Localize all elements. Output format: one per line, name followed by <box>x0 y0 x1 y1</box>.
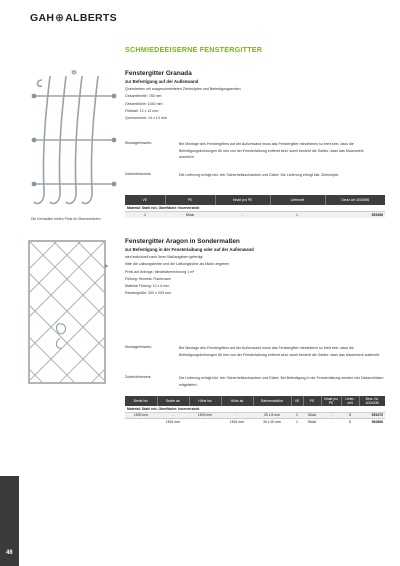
product2-accessory-label: Zubehörhinweis: <box>125 375 152 379</box>
col-header: PE <box>303 396 321 406</box>
article-number: 553456 <box>325 211 385 218</box>
cell: 1500 mm <box>125 412 157 419</box>
product1-specs <box>125 86 241 122</box>
article-number: 560868 <box>359 419 385 426</box>
col-header: PE <box>165 195 215 205</box>
article-number: 553470 <box>359 412 385 419</box>
brand-logo <box>30 12 117 24</box>
product2-mounting-text: Bei Montage des Fenstergitters auf der Außenwand muss das Fenstergitter mindestens so breit sein, dass die Befestigungsbohrungen 80 mm von der Fensterlaibung entfernt sind; somit besteht die Gefahr, dass das Mauerwerk ausbricht. <box>179 346 381 357</box>
aragon-grille-image <box>26 238 108 386</box>
logo-left: GAH <box>30 12 55 24</box>
cell: - <box>321 412 341 419</box>
logo-right: ALBERTS <box>65 12 117 24</box>
cell: - <box>125 419 157 426</box>
table-note: Material: Stahl roh, Oberfläche: feuerverzinkt <box>127 406 200 411</box>
cell: 30 x 20 mm <box>253 419 291 426</box>
spec-line: Material Füllung: 12 x 6 mm <box>125 284 170 289</box>
spec-line: Preis auf Anfrage, Mindestberechnung 1 m² <box>125 269 195 274</box>
product1-accessory-label: Zubehörhinweis: <box>125 172 152 176</box>
cell: - <box>321 419 341 426</box>
cell: Stück <box>165 211 215 218</box>
table-header-row <box>125 396 385 406</box>
cell: 1501 mm <box>157 419 189 426</box>
cell: 1 <box>291 419 303 426</box>
col-header: Rahmenstärke <box>253 396 291 406</box>
col-header: Inhalt pro PE <box>215 195 270 205</box>
spec-line: Querrosenne: 14 x 14 mm <box>125 116 167 121</box>
col-header: Höhe bis <box>189 396 221 406</box>
cell: 20 x 8 mm <box>253 412 291 419</box>
cell: L <box>270 211 325 218</box>
cell: Stück <box>303 419 321 426</box>
product2-title: Fenstergitter Aragon in Sondermaßen <box>125 238 240 245</box>
cell: S <box>341 419 359 426</box>
cell: - <box>215 211 270 218</box>
product1-mounting-text: Bei Montage des Fenstergitters auf der Außenwand muss das Fenstergitter mindestens so breit sein, dass die Befestigungsbohrungen 80 mm von der Fensterlaibung entfernt sind; somit besteht die Gefahr, dass das Mauerwerk ausbricht. <box>179 142 364 160</box>
cell: - <box>157 412 189 419</box>
cell: 1 <box>291 412 303 419</box>
spec-line: bitte die Laibungsbreite und die Laibungshöhe als Maße angeben <box>125 262 230 267</box>
granada-caption: Die Kerbstäbe bieten Platz für Blumenkästen <box>31 217 101 221</box>
product1-title: Fenstergitter Granada <box>125 70 192 77</box>
spec-line: Gesamtbreite: 780 mm <box>125 94 162 99</box>
logo-separator: ⊕ <box>55 12 65 24</box>
cell: - <box>221 412 253 419</box>
product2-subtitle: zur Befestigung in der Fensterlaibung oder auf der Außenwand <box>125 247 254 252</box>
col-header: VE <box>291 396 303 406</box>
spec-line: Füllstab: 12 x 12 mm <box>125 108 159 113</box>
product2-table <box>125 396 385 425</box>
col-header: Deutz Art 4004556 <box>325 195 385 205</box>
product2-mounting-label: Montagehinweis: <box>125 345 152 349</box>
page-number: 46 <box>6 550 13 556</box>
table-header-row <box>125 195 385 205</box>
table-note: Material: Stahl roh, Oberfläche: feuerverzinkt <box>127 205 200 210</box>
product1-subtitle: zur Befestigung auf der Außenwand <box>125 79 199 84</box>
col-header: Inhalt pro PE <box>321 396 341 406</box>
granada-grille-image <box>28 70 120 212</box>
col-header: VE <box>125 195 165 205</box>
product2-accessory-text: Die Lieferung erfolgt inkl. vier Sicherheitsschrauben und Dübel. Bei Befestigung in der Fensterlaibung werden vier Distanzhülsen mitgeliefert. <box>179 376 384 387</box>
spec-line: Füllung: Hinweis: Flachrosen <box>125 276 172 281</box>
col-header: Breite bis <box>125 396 157 406</box>
col-header: Best.-Nr. 4004336 <box>359 396 385 406</box>
spec-line: Querstreben mit ausgeschmiedeten Zierknöpfen und Befestigungsenden <box>125 87 241 91</box>
cell: 1501 mm <box>221 419 253 426</box>
cell: S <box>341 412 359 419</box>
spec-line: wird individuell nach Ihren Maßangaben gefertigt <box>125 255 203 259</box>
cell: Stück <box>303 412 321 419</box>
cell: 1500 mm <box>189 412 221 419</box>
col-header: Liefer-zeit <box>341 396 359 406</box>
col-header: Höhe ab <box>221 396 253 406</box>
table-row <box>125 211 385 218</box>
table-row <box>125 419 385 426</box>
section-title: SCHMIEDEEISERNE FENSTERGITTER <box>125 45 263 54</box>
col-header: Breite ab <box>157 396 189 406</box>
cell: 1 <box>125 211 165 218</box>
product1-accessory-text: Die Lieferung erfolgt inkl. vier Sicherheitsschrauben und Dübel. Die Lieferung erfolgt inkl. Zierknöpfe. <box>179 173 340 177</box>
product1-table <box>125 195 385 218</box>
spec-line: Gesamthöhe: 1040 mm <box>125 101 163 106</box>
product2-specs <box>125 254 229 298</box>
spec-line: Raubergröße: 300 x 293 mm <box>125 291 171 296</box>
col-header: Lieferzeit <box>270 195 325 205</box>
cell: - <box>189 419 221 426</box>
product1-mounting-label: Montagehinweis: <box>125 141 152 145</box>
